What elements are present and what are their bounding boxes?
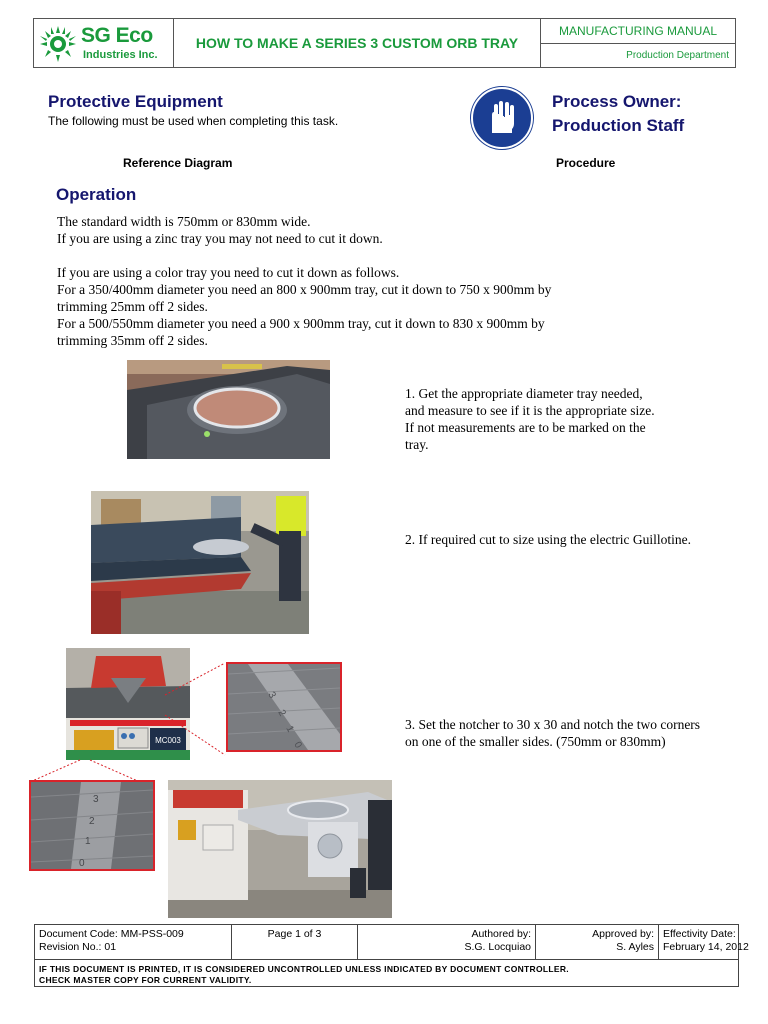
operation-line: trimming 35mm off 2 sides.	[57, 333, 208, 348]
document-header	[33, 18, 736, 68]
protective-equipment-note: The following must be used when completing this task.	[48, 114, 339, 128]
step-1-line: If not measurements are to be marked on the	[405, 420, 646, 435]
effectivity-date: February 14, 2012	[663, 941, 749, 953]
effectivity-label: Effectivity Date:	[663, 928, 736, 940]
notcher-model-label: MC003	[155, 736, 181, 745]
operation-line: If you are using a zinc tray you may not need to cut it down.	[57, 231, 383, 246]
gloves-icon	[471, 87, 533, 149]
reference-diagram-label: Reference Diagram	[123, 156, 233, 170]
manual-label: MANUFACTURING MANUAL	[541, 19, 735, 44]
department-label: Production Department	[626, 50, 729, 61]
page-number-cell	[232, 925, 358, 959]
authored-by-cell	[358, 925, 536, 959]
approved-by-cell	[536, 925, 659, 959]
step-2	[405, 531, 745, 548]
effectivity-date-cell	[659, 925, 749, 959]
step-1-line: tray.	[405, 437, 429, 452]
sun-leaf-icon	[38, 25, 78, 63]
notch-scale-zoom-photo	[226, 662, 342, 752]
operation-line: The standard width is 750mm or 830mm wide.	[57, 214, 311, 229]
authored-label: Authored by:	[471, 928, 531, 940]
notching-in-progress-photo	[168, 780, 392, 918]
svg-text:2: 2	[275, 708, 288, 719]
operation-line: For a 350/400mm diameter you need an 800 x 900mm tray, cut it down to 750 x 900mm by	[57, 282, 552, 297]
operation-text	[57, 213, 657, 349]
procedure-label: Procedure	[556, 156, 616, 170]
uncontrolled-copy-notice	[35, 959, 738, 986]
notice-line: CHECK MASTER COPY FOR CURRENT VALIDITY.	[39, 975, 252, 985]
step-3-line: 3. Set the notcher to 30 x 30 and notch the two corners	[405, 717, 701, 732]
operation-heading: Operation	[56, 185, 137, 204]
document-title: HOW TO MAKE A SERIES 3 CUSTOM ORB TRAY	[174, 19, 541, 67]
revision-no: Revision No.: 01	[39, 941, 117, 953]
notch-scale-closeup-photo	[29, 780, 155, 871]
svg-text:0: 0	[291, 740, 304, 750]
operation-line: trimming 25mm off 2 sides.	[57, 299, 208, 314]
step-3-line: on one of the smaller sides. (750mm or 830mm)	[405, 734, 666, 749]
process-owner-heading: Process Owner:	[552, 92, 682, 111]
company-name: SG Eco	[81, 24, 153, 47]
svg-text:0: 0	[79, 858, 85, 869]
svg-text:1: 1	[85, 836, 91, 847]
svg-text:3: 3	[265, 690, 278, 701]
company-subtitle: Industries Inc.	[83, 49, 158, 61]
svg-text:2: 2	[89, 816, 95, 827]
doc-code: Document Code: MM-PSS-009	[39, 928, 184, 940]
tray-measurement-photo	[127, 360, 330, 459]
doc-code-cell	[35, 925, 232, 959]
protective-equipment-heading: Protective Equipment	[48, 92, 223, 111]
svg-text:1: 1	[283, 724, 296, 735]
step-2-line: 2. If required cut to size using the electric Guillotine.	[405, 532, 692, 547]
step-1-line: 1. Get the appropriate diameter tray needed,	[405, 386, 643, 401]
operation-line: For a 500/550mm diameter you need a 900 x 900mm tray, cut it down to 830 x 900mm by	[57, 316, 545, 331]
step-1-line: and measure to see if it is the appropriate size.	[405, 403, 655, 418]
operation-line: If you are using a color tray you need to cut it down as follows.	[57, 265, 400, 280]
company-logo	[34, 19, 174, 67]
step-3	[405, 716, 755, 750]
svg-text:3: 3	[93, 794, 99, 805]
page-number: Page 1 of 3	[267, 928, 322, 940]
guillotine-photo	[91, 491, 309, 634]
approved-label: Approved by:	[592, 928, 654, 940]
authored-name: S.G. Locquiao	[464, 941, 531, 953]
step-1	[405, 385, 705, 453]
notice-line: IF THIS DOCUMENT IS PRINTED, IT IS CONSIDERED UNCONTROLLED UNLESS INDICATED BY DOCUMENT CONTROLLER.	[39, 964, 569, 974]
document-footer	[34, 924, 749, 987]
process-owner-value: Production Staff	[552, 116, 685, 135]
approved-name: S. Ayles	[616, 941, 654, 953]
